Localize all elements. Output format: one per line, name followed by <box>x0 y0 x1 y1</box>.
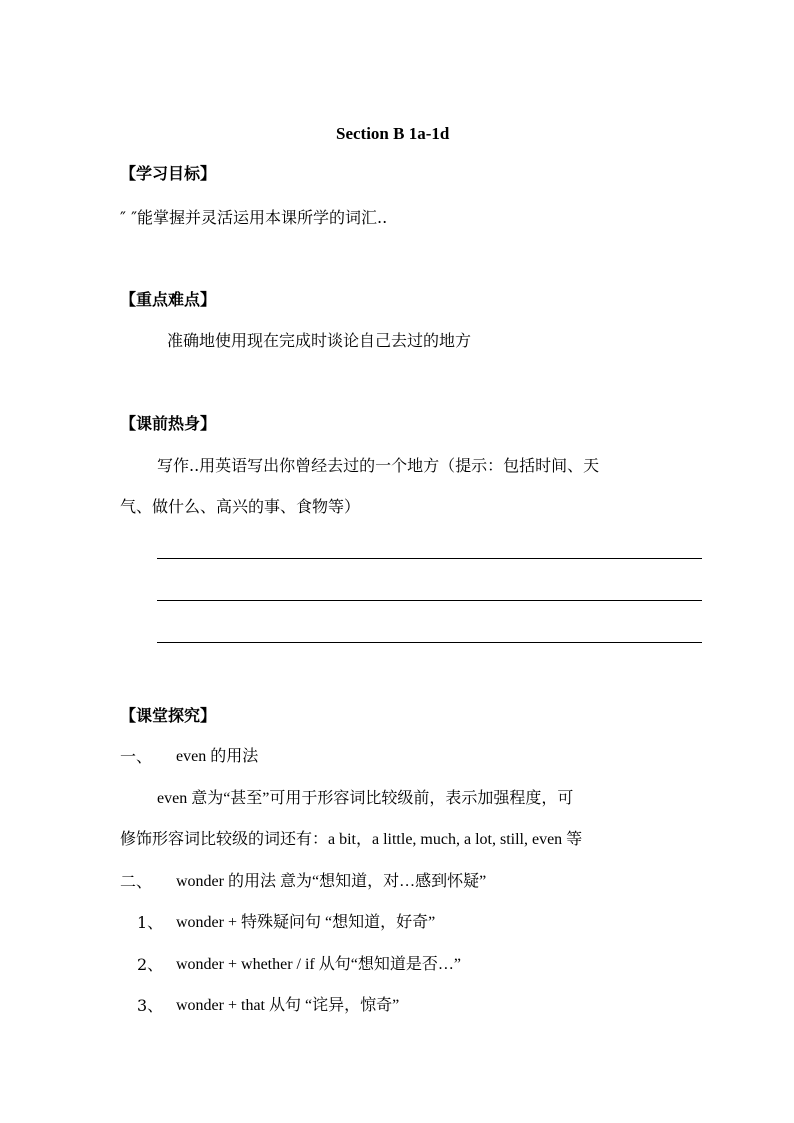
explore-heading: 【课堂探究】 <box>120 706 217 725</box>
answer-line[interactable] <box>157 642 702 643</box>
answer-line[interactable] <box>157 558 702 559</box>
key-points-line: 准确地使用现在完成时谈论自己去过的地方 <box>167 331 472 350</box>
sub-item-text: wonder + 特殊疑问句 “想知道，好奇” <box>176 914 436 931</box>
warmup-line-2: 气、做什么、高兴的事、食物等） <box>120 497 361 516</box>
key-points-heading: 【重点难点】 <box>120 290 217 309</box>
item-number: 一、 <box>120 747 153 766</box>
goals-line: ″ ″能掌握并灵活运用本课所学的词汇.. <box>120 208 388 227</box>
sub-item-number: 2、 <box>137 955 164 974</box>
section-title: Section B 1a-1d <box>336 124 450 143</box>
sub-item-text: wonder + that 从句 “诧异，惊奇” <box>176 997 400 1014</box>
item-title: wonder 的用法 意为“想知道，对…感到怀疑” <box>176 873 487 890</box>
item-description: 修饰形容词比较级的词还有：a bit，a little, much, a lot, still, even 等 <box>120 831 583 848</box>
sub-item-number: 3、 <box>137 996 164 1015</box>
warmup-line-1: 写作..用英语写出你曾经去过的一个地方（提示：包括时间、天 <box>157 456 600 475</box>
sub-item-number: 1、 <box>137 913 164 932</box>
warmup-heading: 【课前热身】 <box>120 414 217 433</box>
item-description: even 意为“甚至”可用于形容词比较级前，表示加强程度，可 <box>157 790 574 807</box>
goals-heading: 【学习目标】 <box>120 164 217 183</box>
item-number: 二、 <box>120 872 153 891</box>
sub-item-text: wonder + whether / if 从句“想知道是否…” <box>176 956 461 973</box>
answer-line[interactable] <box>157 600 702 601</box>
item-title: even 的用法 <box>176 748 259 765</box>
